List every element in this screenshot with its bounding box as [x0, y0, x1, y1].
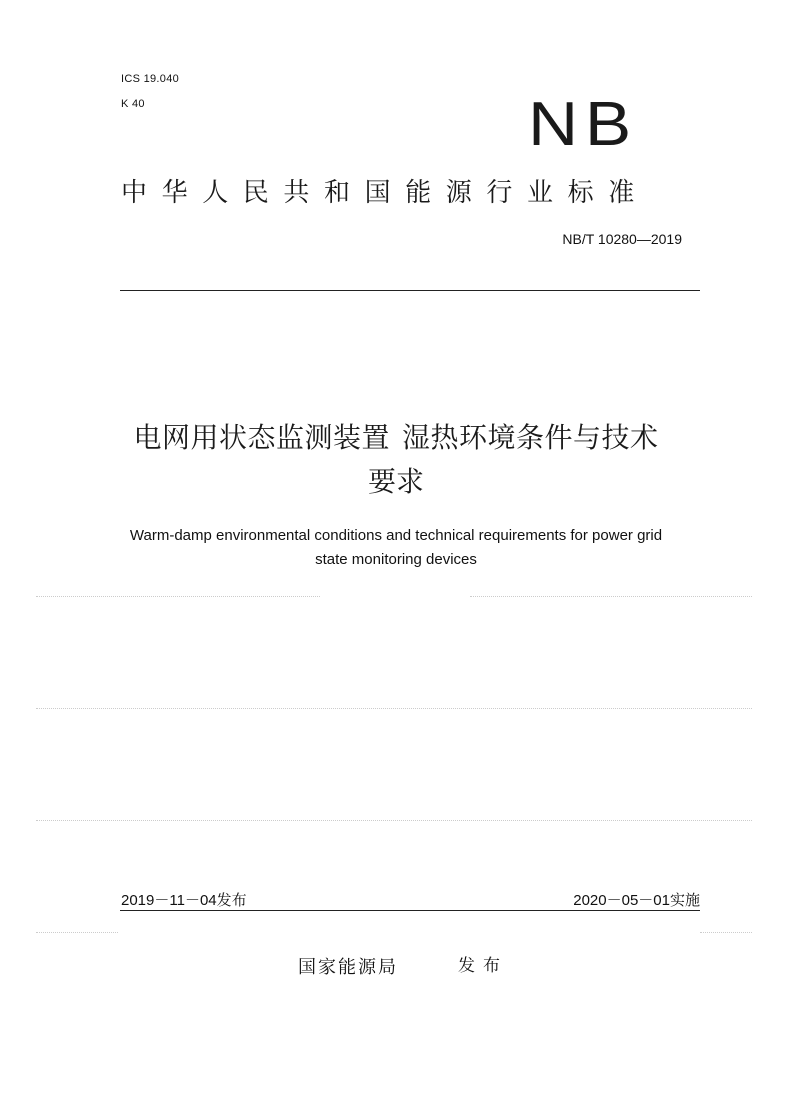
ics-code: ICS 19.040 [121, 73, 180, 85]
publisher-name: 国家能源局 [298, 957, 398, 978]
implementation-date-value: 2020－05－01 [573, 892, 670, 909]
chinese-title-part-1: 电网用状态监测装置 [133, 421, 390, 454]
classification-code: K 40 [121, 98, 145, 110]
standard-body-title: 中华人民共和国能源行业标准 [121, 178, 649, 208]
dotted-guide-line [470, 596, 752, 597]
chinese-title-part-2: 湿热环境条件与技术 [402, 421, 659, 454]
dotted-guide-line [36, 820, 752, 821]
issue-date [121, 890, 247, 911]
publish-label: 发布 [458, 956, 508, 976]
dotted-guide-line [36, 596, 320, 597]
dotted-guide-line [36, 708, 752, 709]
chinese-title-line-1 [0, 418, 792, 458]
implementation-date [520, 890, 700, 911]
top-divider [120, 290, 700, 291]
implementation-date-label: 实施 [669, 891, 700, 909]
issue-date-label: 发布 [216, 891, 247, 909]
dotted-guide-line [36, 932, 118, 933]
standard-number: NB/T 10280—2019 [562, 231, 682, 247]
nb-logo: NB [528, 90, 638, 159]
issue-date-value: 2019－11－04 [121, 892, 217, 909]
english-title-line-2: state monitoring devices [315, 551, 477, 568]
chinese-title-line-2: 要求 [367, 465, 424, 498]
bottom-divider [120, 910, 700, 911]
english-title-line-1: Warm-damp environmental conditions and technical requirements for power grid [129, 527, 663, 544]
dotted-guide-line [700, 932, 752, 933]
